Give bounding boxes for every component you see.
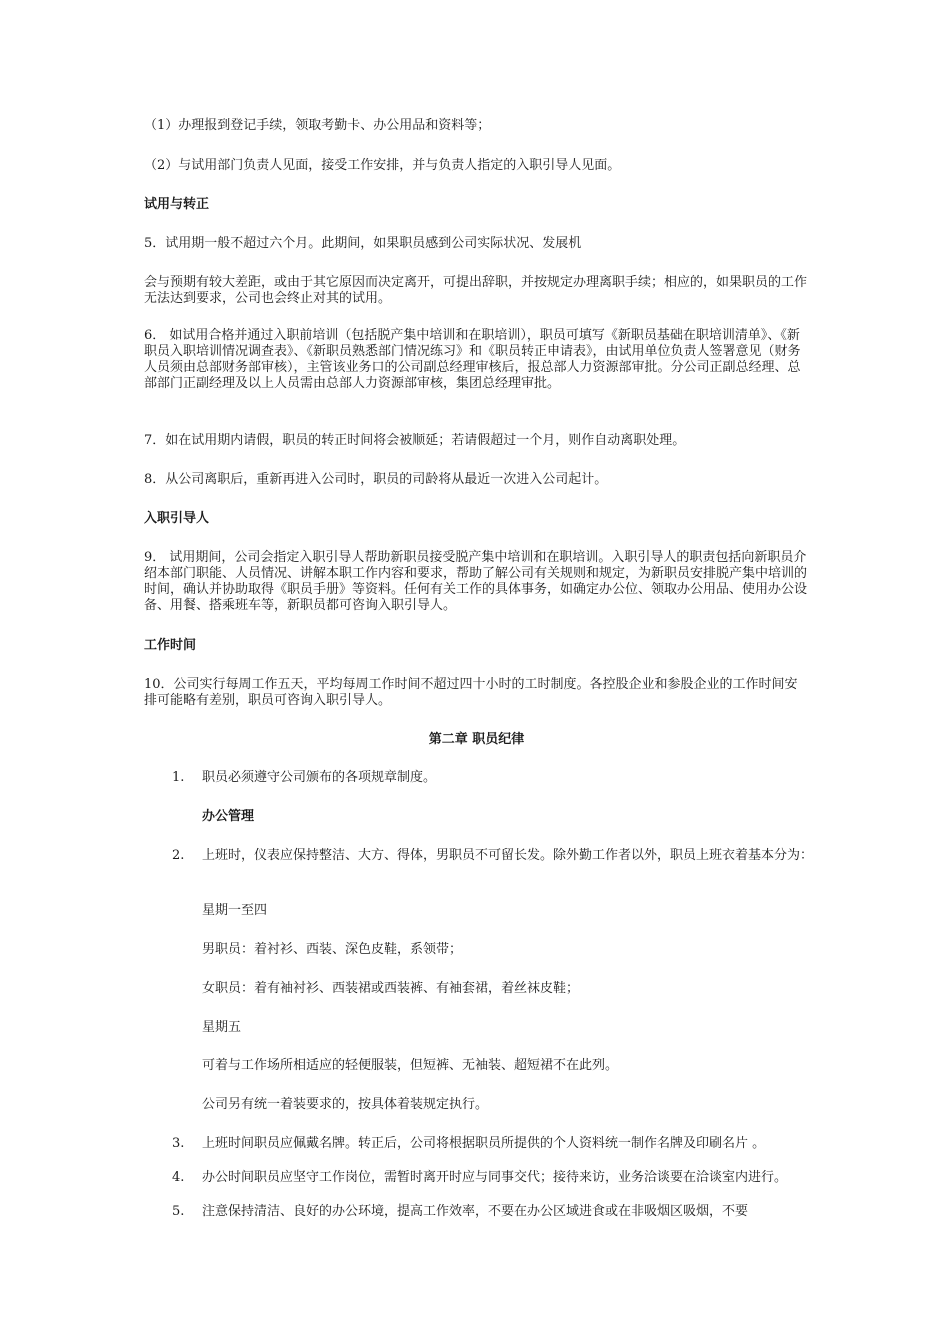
list-item-1: 职员必须遵守公司颁布的各项规章制度。 xyxy=(202,770,437,785)
dress-weekday-label: 星期一至四 xyxy=(202,903,268,918)
list-item-5: 注意保持清洁、良好的办公环境，提高工作效率，不要在办公区域进食或在非吸烟区吸烟，不要 xyxy=(202,1204,749,1219)
subheading-office: 办公管理 xyxy=(202,809,255,824)
paragraph-9: 9． 试用期间，公司会指定入职引导人帮助新职员接受脱产集中培训和在职培训。入职引导人的职责包括向新职员介绍本部门职能、人员情况、讲解本职工作内容和要求，帮助了解公司有关规则和规定，为新职员安排脱产集中培训的时间，确认并协助取得《职员手册》等资料。任何有关工作的具体事务，如确定办公位、领取办公用品、使用办公设备、用餐、搭乘班车等，新职员都可咨询入职引导人。 xyxy=(144,550,808,613)
paragraph-5-line2: 会与预期有较大差距，或由于其它原因而决定离开，可提出辞职，并按规定办理离职手续；相应的，如果职员的工作无法达到要求，公司也会终止对其的试用。 xyxy=(144,275,808,306)
paragraph-6: 6． 如试用合格并通过入职前培训（包括脱产集中培训和在职培训），职员可填写《新职员基础在职培训清单》、《新职员入职培训情况调查表》、《新职员熟悉部门情况练习》和《职员转正申请表》，由试用单位负责人签署意见（财务人员须由总部财务部审核），主管该业务口的公司副总经理审核后，报总部人力资源部审批。分公司正副总经理、总部部门正副经理及以上人员需由总部人力资源部审核，集团总经理审批。 xyxy=(144,328,801,391)
list-number-2: 2. xyxy=(172,848,185,863)
dress-friday-label: 星期五 xyxy=(202,1020,242,1035)
list-item-3: 上班时间职员应佩戴名牌。转正后，公司将根据职员所提供的个人资料统一制作名牌及印刷名片 。 xyxy=(202,1136,766,1151)
section-heading-trial: 试用与转正 xyxy=(144,197,210,212)
paragraph-7: 7．如在试用期内请假，职员的转正时间将会被顺延；若请假超过一个月，则作自动离职处理。 xyxy=(144,433,686,448)
dress-male: 男职员：着衬衫、西装、深色皮鞋，系领带； xyxy=(202,942,463,957)
list-number-3: 3. xyxy=(172,1136,185,1151)
paragraph-5-line1: 5．试用期一般不超过六个月。此期间，如果职员感到公司实际状况、发展机 xyxy=(144,236,582,251)
paragraph-register: （1）办理报到登记手续，领取考勤卡、办公用品和资料等； xyxy=(144,118,491,133)
list-number-5: 5. xyxy=(172,1204,185,1219)
dress-female: 女职员：着有袖衬衫、西装裙或西装裤、有袖套裙，着丝袜皮鞋； xyxy=(202,981,580,996)
chapter-title: 第二章 职员纪律 xyxy=(428,732,525,747)
paragraph-10: 10．公司实行每周工作五天，平均每周工作时间不超过四十小时的工时制度。各控股企业和参股企业的工作时间安排可能略有差别，职员可咨询入职引导人。 xyxy=(144,677,798,708)
paragraph-meet-supervisor: （2）与试用部门负责人见面，接受工作安排，并与负责人指定的入职引导人见面。 xyxy=(144,158,621,173)
dress-friday-text: 可着与工作场所相适应的轻便服装，但短裤、无袖装、超短裙不在此列。 xyxy=(202,1058,619,1073)
section-heading-guide: 入职引导人 xyxy=(144,511,210,526)
paragraph-8: 8．从公司离职后，重新再进入公司时，职员的司龄将从最近一次进入公司起计。 xyxy=(144,472,608,487)
list-item-2: 上班时，仪表应保持整洁、大方、得体，男职员不可留长发。除外勤工作者以外，职员上班衣着基本分为： xyxy=(202,848,814,863)
section-heading-work-time: 工作时间 xyxy=(144,638,197,653)
list-item-4: 办公时间职员应坚守工作岗位，需暂时离开时应与同事交代；接待来访，业务洽谈要在洽谈室内进行。 xyxy=(202,1170,788,1185)
list-number-4: 4. xyxy=(172,1170,185,1185)
dress-uniform-note: 公司另有统一着装要求的，按具体着装规定执行。 xyxy=(202,1097,489,1112)
list-number-1: 1. xyxy=(172,770,185,785)
